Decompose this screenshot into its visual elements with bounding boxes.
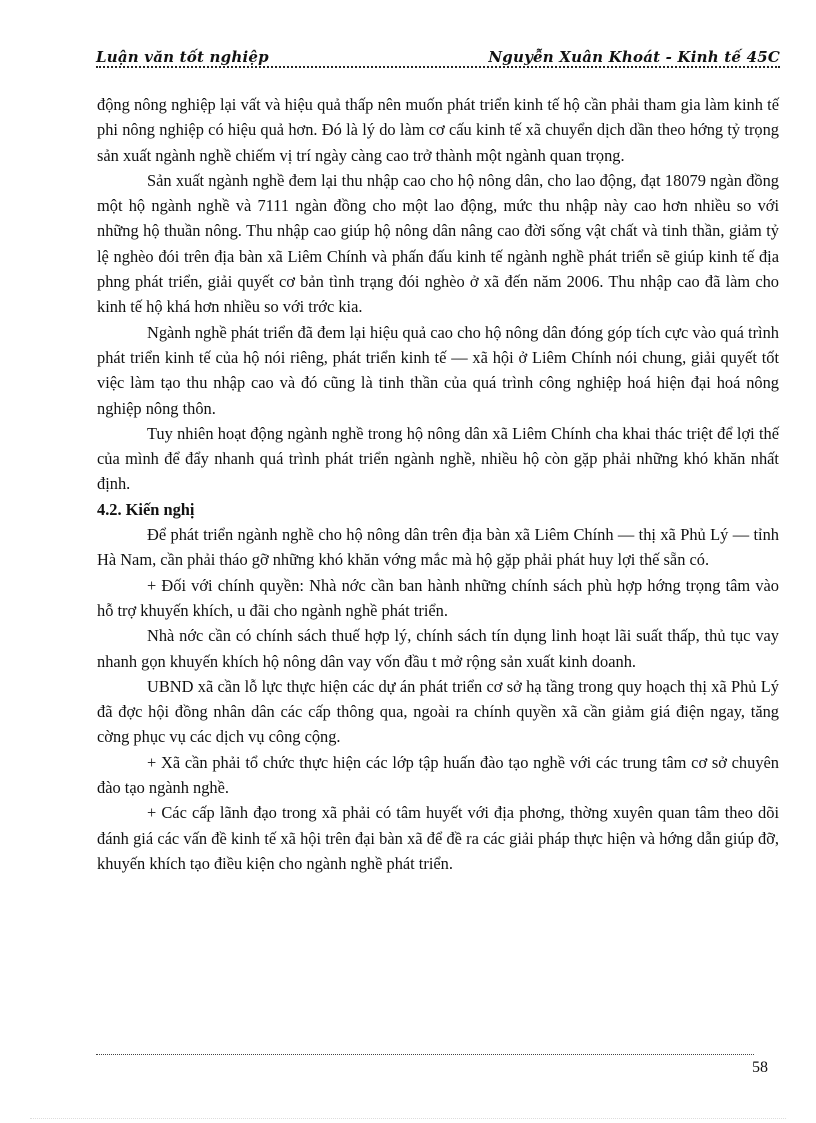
paragraph: Ngành nghề phát triển đã đem lại hiệu quả cao cho hộ nông dân đóng góp tích cực vào quá trình phát triển kinh tế của hộ nói riêng, phát triển kinh tế — xã hội ở Liêm Chính nói chung, giải quyết tốt việc làm tạo thu nhập cao và đó cũng là tinh thần của quá trình công nghiệp hoá hiện đại hoá nông nghiệp nông thôn. [97, 322, 779, 418]
page-number: 58 [752, 1059, 768, 1076]
paragraph: + Đối với chính quyền: Nhà nớc cần ban hành những chính sách phù hợp hớng trọng tâm vào hỗ trợ khuyến khích, u đãi cho ngành nghề phát triển. [97, 575, 779, 620]
paragraph: động nông nghiệp lại vất và hiệu quả thấp nên muốn phát triển kinh tế hộ cần phải tham gia làm kinh tế phi nông nghiệp có hiệu quả hơn. Đó là lý do làm cơ cấu kinh tế xã chuyển dịch dần theo hớng tỷ trọng sản xuất ngành nghề chiếm vị trí ngày càng cao trở thành một ngành quan trọng. [97, 95, 779, 165]
page-bottom-border [30, 1118, 786, 1119]
section-heading: 4.2. Kiến nghị [97, 499, 195, 519]
paragraph: Sản xuất ngành nghề đem lại thu nhập cao cho hộ nông dân, cho lao động, đạt 18079 ngàn đồng một hộ ngành nghề và 7111 ngàn đồng cho một lao động, mức thu nhập này cao hơn nhiều so với những hộ thuần nông. Thu nhập cao giúp hộ nông dân nâng cao đời sống vật chất và tinh thần, giảm tỷ lệ nghèo đói trên địa bàn xã Liêm Chính và phấn đấu kinh tế ngành nghề phát triển sẽ giúp kinh tế địa phng phát triển, giải quyết cơ bản tình trạng đói nghèo ở xã đến năm 2006. Thu nhập cao đã làm cho kinh tế hộ khá hơn nhiều so với trớc kia. [97, 170, 779, 317]
paragraph: UBND xã cần lỗ lực thực hiện các dự án phát triển cơ sở hạ tầng trong quy hoạch thị xã Phủ Lý đã đợc hội đồng nhân dân các cấp thông qua, ngoài ra chính quyền xã cần giảm giá điện ngay, tăng cờng phục vụ các dịch vụ công cộng. [97, 676, 779, 747]
footer-divider [96, 1054, 754, 1055]
header-thesis-label: Luận văn tốt nghiệp [96, 48, 269, 66]
document-body [97, 92, 779, 876]
page-header [96, 44, 780, 68]
paragraph: + Xã cần phải tổ chức thực hiện các lớp tập huấn đào tạo nghề với các trung tâm cơ sở chuyên đào tạo ngành nghề. [97, 752, 779, 798]
paragraph: Nhà nớc cần có chính sách thuế hợp lý, chính sách tín dụng linh hoạt lãi suất thấp, thủ tục vay nhanh gọn khuyến khích hộ nông dân vay vốn đầu t mở rộng sản xuất kinh doanh. [97, 626, 779, 671]
header-author: Nguyễn Xuân Khoát - Kinh tế 45C [488, 48, 780, 66]
paragraph: + Các cấp lãnh đạo trong xã phải có tâm huyết với địa phơng, thờng xuyên quan tâm theo dõi đánh giá các vấn đề kinh tế xã hội trên đại bàn xã để đề ra các giải pháp thực hiện và hớng dẫn giúp đỡ, khuyến khích tạo điều kiện cho ngành nghề phát triển. [97, 803, 779, 873]
paragraph: Tuy nhiên hoạt động ngành nghề trong hộ nông dân xã Liêm Chính cha khai thác triệt để lợi thế của mình để đẩy nhanh quá trình phát triển ngành nghề, nhiều hộ còn gặp phải những khó khăn nhất định. [97, 423, 779, 494]
paragraph: Để phát triển ngành nghề cho hộ nông dân trên địa bàn xã Liêm Chính — thị xã Phủ Lý — tỉnh Hà Nam, cần phải tháo gỡ những khó khăn vớng mắc mà hộ gặp phải phát huy lợi thế sẵn có. [97, 525, 779, 570]
